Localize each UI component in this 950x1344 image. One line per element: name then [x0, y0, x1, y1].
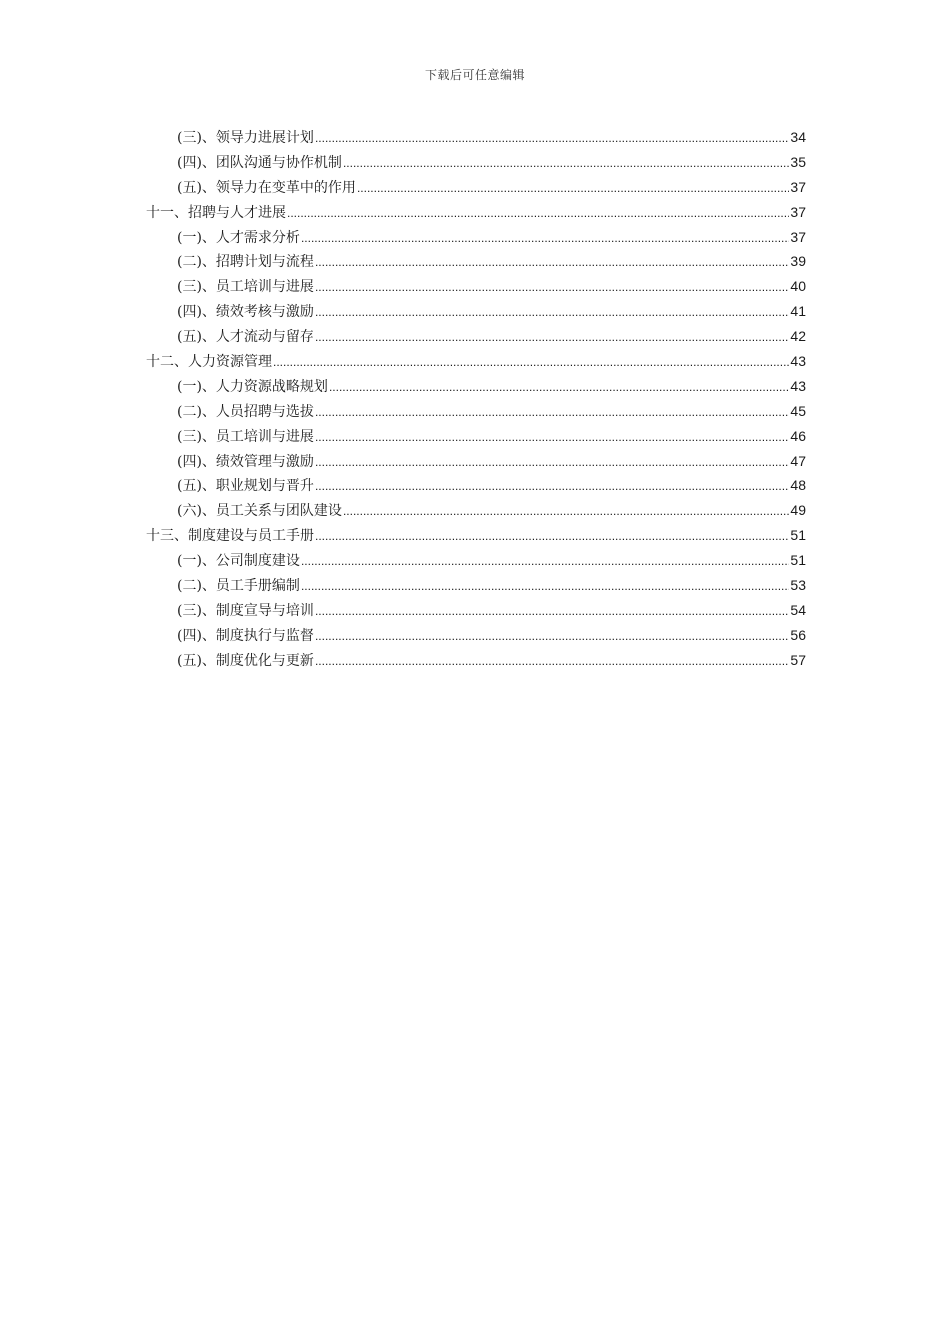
- toc-page-number: 56: [790, 626, 806, 643]
- toc-section-entry[interactable]: [146, 449, 806, 474]
- toc-section-entry[interactable]: [146, 324, 806, 349]
- toc-dot-leader: [343, 151, 789, 176]
- toc-page-number: 54: [790, 601, 806, 618]
- toc-section-entry[interactable]: [146, 249, 806, 274]
- toc-dot-leader: [273, 350, 789, 375]
- toc-dot-leader: [343, 499, 789, 524]
- toc-entry-title: (一)、公司制度建设: [177, 553, 300, 570]
- toc-section-entry[interactable]: [146, 225, 806, 250]
- toc-dot-leader: [287, 201, 789, 226]
- toc-dot-leader: [315, 275, 789, 300]
- toc-section-entry[interactable]: [146, 399, 806, 424]
- toc-dot-leader: [301, 549, 789, 574]
- toc-dot-leader: [315, 300, 789, 325]
- toc-page-number: 43: [790, 377, 806, 394]
- toc-page-number: 40: [790, 278, 806, 295]
- toc-page-number: 37: [790, 178, 806, 195]
- toc-page-number: 46: [790, 427, 806, 444]
- toc-dot-leader: [301, 226, 789, 251]
- toc-section-entry[interactable]: [146, 424, 806, 449]
- toc-dot-leader: [315, 599, 789, 624]
- toc-entry-title: (三)、制度宣导与培训: [177, 602, 314, 619]
- toc-chapter-entry[interactable]: [146, 200, 806, 225]
- toc-section-entry[interactable]: [146, 548, 806, 573]
- toc-section-entry[interactable]: [146, 598, 806, 623]
- toc-section-entry[interactable]: [146, 473, 806, 498]
- toc-dot-leader: [315, 524, 789, 549]
- table-of-contents: [146, 125, 806, 673]
- toc-dot-leader: [357, 176, 789, 201]
- toc-entry-title: (五)、领导力在变革中的作用: [177, 179, 356, 196]
- toc-section-entry[interactable]: [146, 299, 806, 324]
- toc-page-number: 37: [790, 228, 806, 245]
- toc-entry-title: (一)、人才需求分析: [177, 229, 300, 246]
- toc-dot-leader: [315, 400, 789, 425]
- toc-page-number: 45: [790, 402, 806, 419]
- toc-page-number: 39: [790, 253, 806, 270]
- toc-dot-leader: [315, 450, 789, 475]
- toc-page-number: 51: [790, 552, 806, 569]
- toc-dot-leader: [301, 574, 789, 599]
- toc-chapter-entry[interactable]: [146, 349, 806, 374]
- toc-section-entry[interactable]: [146, 648, 806, 673]
- toc-section-entry[interactable]: [146, 623, 806, 648]
- toc-dot-leader: [315, 425, 789, 450]
- toc-entry-title: (四)、制度执行与监督: [177, 627, 314, 644]
- toc-dot-leader: [315, 250, 789, 275]
- toc-entry-title: (二)、招聘计划与流程: [177, 254, 314, 271]
- toc-section-entry[interactable]: [146, 150, 806, 175]
- toc-page-number: 42: [790, 328, 806, 345]
- toc-entry-title: (五)、制度优化与更新: [177, 652, 314, 669]
- toc-entry-title: (四)、团队沟通与协作机制: [177, 154, 342, 171]
- toc-entry-title: (四)、绩效管理与激励: [177, 453, 314, 470]
- toc-dot-leader: [315, 649, 789, 674]
- toc-page-number: 47: [790, 452, 806, 469]
- toc-entry-title: (五)、人才流动与留存: [177, 329, 314, 346]
- toc-entry-title: (二)、员工手册编制: [177, 578, 300, 595]
- toc-entry-title: (三)、员工培训与进展: [177, 428, 314, 445]
- toc-dot-leader: [315, 474, 789, 499]
- toc-entry-title: (二)、人员招聘与选拔: [177, 403, 314, 420]
- toc-page-number: 48: [790, 477, 806, 494]
- toc-page-number: 43: [790, 353, 806, 370]
- toc-entry-title: 十三、制度建设与员工手册: [146, 528, 314, 545]
- toc-dot-leader: [329, 375, 789, 400]
- toc-entry-title: (三)、员工培训与进展: [177, 279, 314, 296]
- toc-dot-leader: [315, 624, 789, 649]
- toc-page-number: 51: [790, 527, 806, 544]
- toc-section-entry[interactable]: [146, 573, 806, 598]
- toc-section-entry[interactable]: [146, 175, 806, 200]
- toc-page-number: 35: [790, 153, 806, 170]
- toc-section-entry[interactable]: [146, 274, 806, 299]
- toc-page-number: 41: [790, 303, 806, 320]
- toc-page-number: 53: [790, 577, 806, 594]
- toc-page-number: 34: [790, 129, 806, 145]
- toc-entry-title: (三)、领导力进展计划: [177, 130, 314, 146]
- toc-entry-title: 十二、人力资源管理: [146, 354, 272, 371]
- toc-entry-title: (六)、员工关系与团队建设: [177, 503, 342, 520]
- toc-dot-leader: [315, 325, 789, 350]
- toc-page-number: 57: [790, 651, 806, 668]
- toc-page-number: 37: [790, 203, 806, 220]
- toc-section-entry[interactable]: [146, 374, 806, 399]
- page-header: 下载后可任意编辑: [424, 68, 525, 82]
- toc-entry-title: (一)、人力资源战略规划: [177, 378, 328, 395]
- toc-entry-title: (四)、绩效考核与激励: [177, 304, 314, 321]
- toc-chapter-entry[interactable]: [146, 523, 806, 548]
- toc-section-entry[interactable]: [146, 498, 806, 523]
- toc-dot-leader: [315, 126, 789, 151]
- toc-entry-title: 十一、招聘与人才进展: [146, 204, 286, 221]
- toc-page-number: 49: [790, 502, 806, 519]
- toc-entry-title: (五)、职业规划与晋升: [177, 478, 314, 495]
- toc-section-entry[interactable]: [146, 125, 806, 150]
